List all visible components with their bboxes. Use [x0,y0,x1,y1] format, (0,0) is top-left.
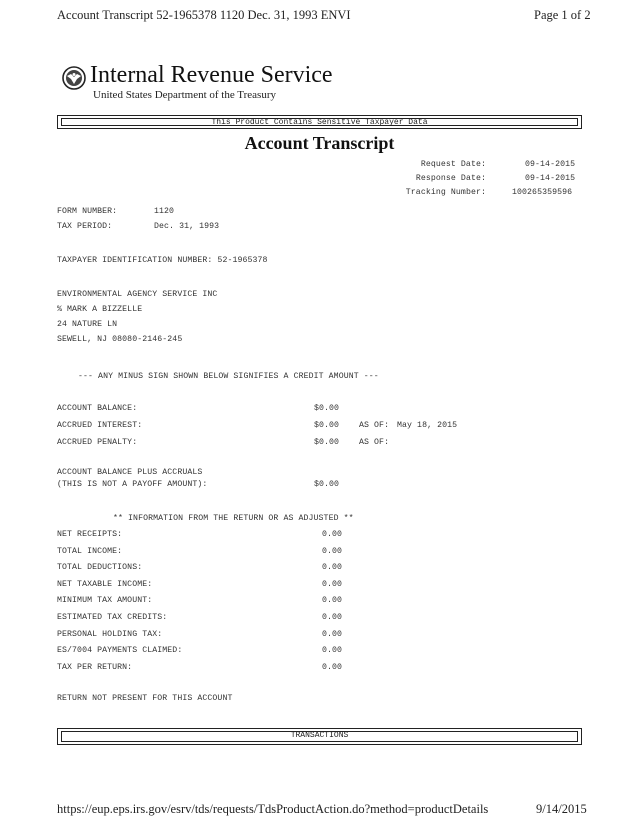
return-row-label: TOTAL INCOME: [57,547,123,556]
request-date-value: 09-14-2015 [525,160,576,169]
return-row-label: MINIMUM TAX AMOUNT: [57,596,153,605]
accrued-interest-asof-date: May 18, 2015 [397,421,458,430]
return-not-present-notice: RETURN NOT PRESENT FOR THIS ACCOUNT [57,694,233,703]
return-row-value: 0.00 [322,630,343,639]
response-date-label: Response Date: [415,174,486,183]
plus-accruals-label: ACCOUNT BALANCE PLUS ACCRUALS [57,468,203,477]
footer-url: https://eup.eps.irs.gov/esrv/tds/requests/TdsProductAction.do?method=productDetails [57,802,489,816]
accrued-interest-label: ACCRUED INTEREST: [57,421,143,430]
form-number-label: FORM NUMBER: [57,207,118,216]
accrued-interest-value: $0.00 [314,421,340,430]
transactions-banner [57,728,582,745]
account-balance-value: $0.00 [314,404,340,413]
accrued-interest-asof-label: AS OF: [359,421,390,430]
accrued-penalty-value: $0.00 [314,438,340,447]
tax-period-value: Dec. 31, 1993 [154,222,220,231]
request-date-label: Request Date: [420,160,486,169]
plus-accruals-value: $0.00 [314,480,340,489]
return-row-label: ESTIMATED TAX CREDITS: [57,613,168,622]
minus-sign-notice: --- ANY MINUS SIGN SHOWN BELOW SIGNIFIES A CREDIT AMOUNT --- [78,372,379,381]
accrued-penalty-asof-label: AS OF: [359,438,390,447]
tracking-number-label: Tracking Number: [405,188,486,197]
document-title: Account Transcript [244,133,395,153]
return-info-header: ** INFORMATION FROM THE RETURN OR AS ADJUSTED ** [113,514,354,523]
agency-name: Internal Revenue Service [90,62,333,88]
tax-period-label: TAX PERIOD: [57,222,113,231]
address-line: 24 NATURE LN [57,320,118,329]
agency-department: United States Department of the Treasury [93,89,276,101]
taxpayer-id-line: TAXPAYER IDENTIFICATION NUMBER: 52-1965378 [57,256,268,265]
payoff-disclaimer: (THIS IS NOT A PAYOFF AMOUNT): [57,480,208,489]
return-row-label: TOTAL DEDUCTIONS: [57,563,143,572]
account-balance-label: ACCOUNT BALANCE: [57,404,138,413]
return-row-value: 0.00 [322,663,343,672]
footer-date: 9/14/2015 [536,802,587,816]
return-row-value: 0.00 [322,530,343,539]
address-line: ENVIRONMENTAL AGENCY SERVICE INC [57,290,218,299]
return-row-value: 0.00 [322,613,343,622]
return-row-value: 0.00 [322,580,343,589]
address-line: % MARK A BIZZELLE [57,305,143,314]
return-row-value: 0.00 [322,563,343,572]
page-number: Page 1 of 2 [534,8,591,22]
transactions-header: TRANSACTIONS [290,731,349,740]
sensitive-data-banner [57,115,582,129]
return-row-label: TAX PER RETURN: [57,663,133,672]
return-row-value: 0.00 [322,547,343,556]
return-row-label: NET RECEIPTS: [57,530,123,539]
irs-eagle-icon [62,66,86,90]
return-row-label: ES/7004 PAYMENTS CLAIMED: [57,646,183,655]
sensitive-data-text: This Product Contains Sensitive Taxpayer Data [211,118,428,127]
return-row-label: NET TAXABLE INCOME: [57,580,153,589]
response-date-value: 09-14-2015 [525,174,576,183]
form-number-value: 1120 [154,207,175,216]
return-row-label: PERSONAL HOLDING TAX: [57,630,163,639]
tracking-number-value: 100265359596 [512,188,573,197]
return-row-value: 0.00 [322,596,343,605]
accrued-penalty-label: ACCRUED PENALTY: [57,438,138,447]
address-line: SEWELL, NJ 08080-2146-245 [57,335,183,344]
return-row-value: 0.00 [322,646,343,655]
page-header-title: Account Transcript 52-1965378 1120 Dec. 31, 1993 ENVI [57,8,351,22]
